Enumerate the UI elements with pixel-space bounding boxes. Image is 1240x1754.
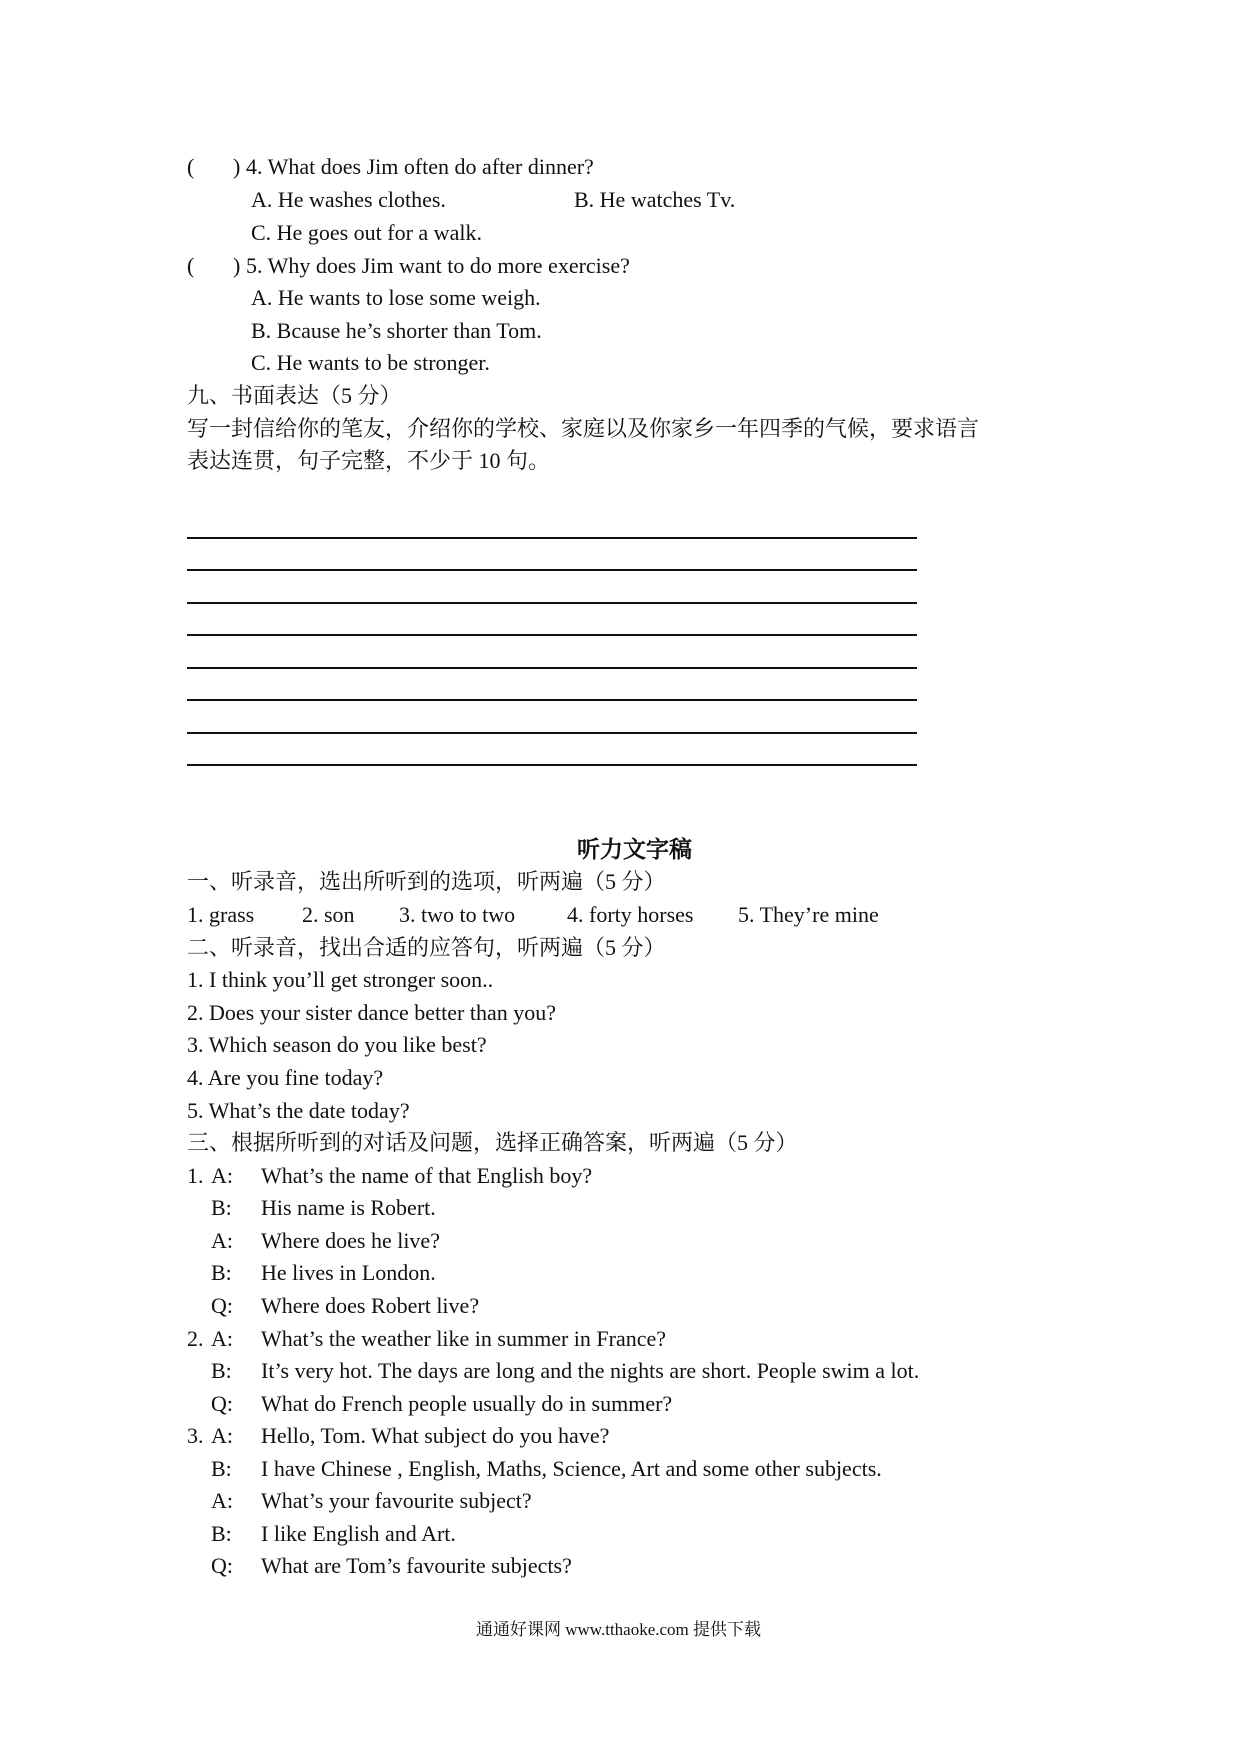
footer-credit: 通通好课网 www.tthaoke.com 提供下载 [476, 1620, 762, 1639]
dialogue-speaker: A: [211, 1488, 233, 1513]
dialogue-number: 3. [187, 1423, 204, 1448]
part2-item: 1. I think you’ll get stronger soon.. [187, 967, 494, 992]
writing-title: 九、书面表达（5 分） [187, 383, 402, 408]
dialogue-speaker: Q: [211, 1293, 233, 1318]
dialogue-speaker: B: [211, 1521, 232, 1546]
question-4-option-c: C. He goes out for a walk. [251, 220, 482, 245]
question-5-stem: 5. Why does Jim want to do more exercise? [246, 253, 630, 278]
dialogue-speaker: A: [211, 1423, 233, 1448]
dialogue-text: What’s the name of that English boy? [261, 1163, 593, 1188]
dialogue-text: Where does he live? [261, 1228, 440, 1253]
dialogue-speaker: Q: [211, 1553, 233, 1578]
question-4-paren-close: ) [233, 154, 241, 179]
writing-instruction-2: 表达连贯，句子完整，不少于 10 句。 [187, 448, 551, 473]
dialogue-text: What are Tom’s favourite subjects? [261, 1553, 572, 1578]
dialogue-speaker: A: [211, 1163, 233, 1188]
part1-item: 3. two to two [399, 902, 516, 927]
answer-line[interactable] [187, 732, 917, 734]
answer-line[interactable] [187, 569, 917, 571]
part1-item: 1. grass [187, 902, 255, 927]
part2-title: 二、听录音，找出合适的应答句，听两遍（5 分） [187, 935, 666, 960]
dialogue-text: Hello, Tom. What subject do you have? [261, 1423, 610, 1448]
dialogue-text: He lives in London. [261, 1260, 436, 1285]
dialogue-text: I like English and Art. [261, 1521, 456, 1546]
answer-line[interactable] [187, 537, 917, 539]
part3-title: 三、根据所听到的对话及问题，选择正确答案，听两遍（5 分） [187, 1130, 798, 1155]
transcript-title: 听力文字稿 [577, 837, 692, 862]
dialogue-text: What do French people usually do in summer? [261, 1391, 673, 1416]
dialogue-speaker: A: [211, 1228, 233, 1253]
answer-line[interactable] [187, 602, 917, 604]
part1-title: 一、听录音，选出所听到的选项，听两遍（5 分） [187, 869, 666, 894]
dialogue-speaker: B: [211, 1456, 232, 1481]
question-4-paren-open: ( [187, 154, 195, 179]
dialogue-speaker: B: [211, 1358, 232, 1383]
question-4-option-a: A. He washes clothes. [251, 187, 446, 212]
dialogue-number: 2. [187, 1326, 204, 1351]
dialogue-speaker: B: [211, 1195, 232, 1220]
dialogue-text: His name is Robert. [261, 1195, 436, 1220]
dialogue-text: What’s your favourite subject? [261, 1488, 532, 1513]
answer-line[interactable] [187, 634, 917, 636]
writing-instruction-1: 写一封信给你的笔友，介绍你的学校、家庭以及你家乡一年四季的气候，要求语言 [187, 416, 980, 441]
dialogue-speaker: B: [211, 1260, 232, 1285]
dialogue-speaker: Q: [211, 1391, 233, 1416]
part2-item: 2. Does your sister dance better than you? [187, 1000, 556, 1025]
dialogue-speaker: A: [211, 1326, 233, 1351]
answer-line[interactable] [187, 667, 917, 669]
question-5-option-c: C. He wants to be stronger. [251, 350, 490, 375]
question-4-stem: 4. What does Jim often do after dinner? [246, 154, 594, 179]
question-5-option-b: B. Bcause he’s shorter than Tom. [251, 318, 542, 343]
dialogue-text: I have Chinese , English, Maths, Science, Art and some other subjects. [261, 1456, 882, 1481]
part1-item: 5. They’re mine [738, 902, 879, 927]
dialogue-text: It’s very hot. The days are long and the nights are short. People swim a lot. [261, 1358, 920, 1383]
dialogue-text: Where does Robert live? [261, 1293, 480, 1318]
question-5-paren-close: ) [233, 253, 241, 278]
question-4-option-b: B. He watches Tv. [574, 187, 736, 212]
part1-item: 2. son [302, 902, 355, 927]
part2-item: 4. Are you fine today? [187, 1065, 384, 1090]
answer-line[interactable] [187, 699, 917, 701]
dialogue-number: 1. [187, 1163, 204, 1188]
part2-item: 3. Which season do you like best? [187, 1032, 487, 1057]
part2-item: 5. What’s the date today? [187, 1098, 410, 1123]
question-5-paren-open: ( [187, 253, 195, 278]
question-5-option-a: A. He wants to lose some weigh. [251, 285, 541, 310]
answer-line[interactable] [187, 764, 917, 766]
dialogue-text: What’s the weather like in summer in France? [261, 1326, 667, 1351]
part1-item: 4. forty horses [567, 902, 694, 927]
